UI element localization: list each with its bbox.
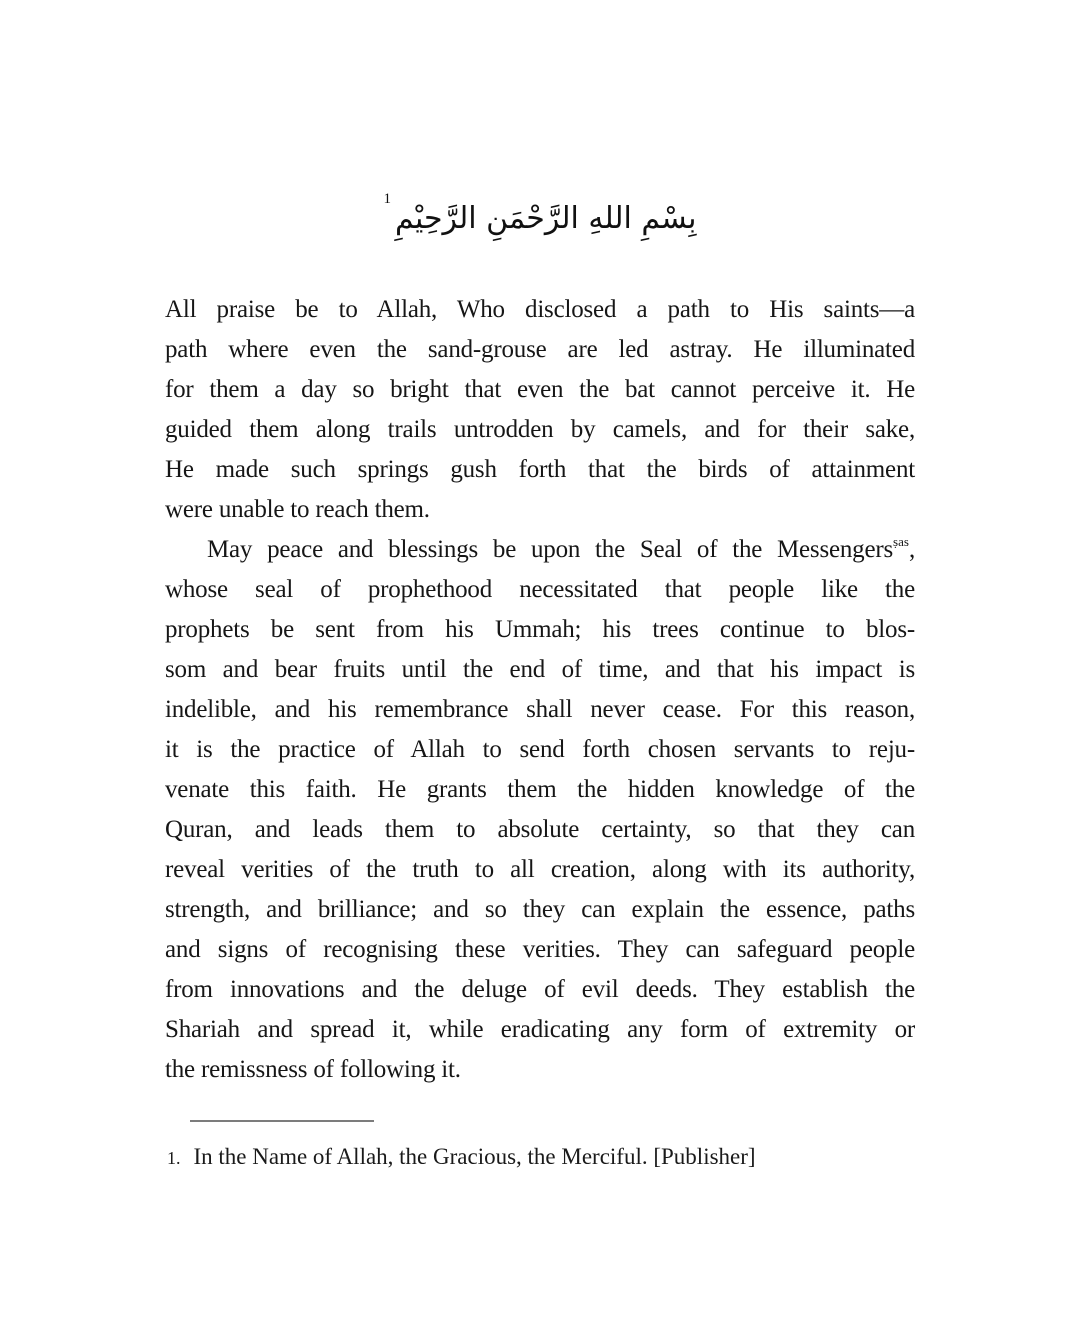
paragraph2-line: it is the practice of Allah to send forth chosen servants to reju- (165, 736, 915, 763)
paragraph2-line: reveal verities of the truth to all creation, along with its authority, (165, 856, 915, 883)
paragraph2-line1-comma: , (908, 536, 915, 563)
paragraph2-line: indelible, and his remembrance shall never cease. For this reason, (165, 696, 915, 723)
paragraph1-line: guided them along trails untrodden by camels, and for their sake, (165, 416, 915, 443)
paragraph2-line: prophets be sent from his Ummah; his trees continue to blos- (165, 616, 915, 643)
paragraph1-last-line: were unable to reach them. (165, 496, 430, 523)
paragraph2-first-line (165, 530, 915, 570)
footnote-text: In the Name of Allah, the Gracious, the Merciful. [Publisher] (193, 1144, 756, 1169)
paragraph2-line: from innovations and the deluge of evil deeds. They establish the (165, 976, 915, 1003)
basmala-heading (165, 188, 915, 244)
paragraph2-last-line: the remissness of following it. (165, 1056, 461, 1083)
paragraph1-line: path where even the sand-grouse are led astray. He illuminated (165, 336, 915, 363)
paragraph2-line: strength, and brilliance; and so they can explain the essence, paths (165, 896, 915, 923)
footnote (167, 1140, 915, 1175)
paragraph1-line: He made such springs gush forth that the birds of attainment (165, 456, 915, 483)
footnote-separator (190, 1120, 374, 1122)
paragraph2-line: som and bear fruits until the end of time, and that his impact is (165, 656, 915, 683)
paragraph2-line: Shariah and spread it, while eradicating any form of extremity or (165, 1016, 915, 1043)
body-text (165, 290, 915, 1090)
paragraph1-line: All praise be to Allah, Who disclosed a path to His saints—a (165, 296, 915, 323)
paragraph2-line: and signs of recognising these verities. They can safeguard people (165, 936, 915, 963)
basmala-footnote-reference: 1 (383, 191, 391, 207)
paragraph1-line: for them a day so bright that even the bat cannot perceive it. He (165, 376, 915, 403)
sas-superscript: ṣas (893, 533, 909, 549)
footnote-number: 1. (167, 1148, 181, 1168)
paragraph2-line: venate this faith. He grants them the hidden knowledge of the (165, 776, 915, 803)
paragraph2-line: Quran, and leads them to absolute certainty, so that they can (165, 816, 915, 843)
paragraph2-line1-text: May peace and blessings be upon the Seal of the Messengers (207, 536, 894, 563)
basmala-arabic-text: بِسْمِ اللهِ الرَّحْمَنِ الرَّحِيْمِ (394, 201, 697, 236)
paragraph2-line: whose seal of prophethood necessitated that people like the (165, 576, 915, 603)
